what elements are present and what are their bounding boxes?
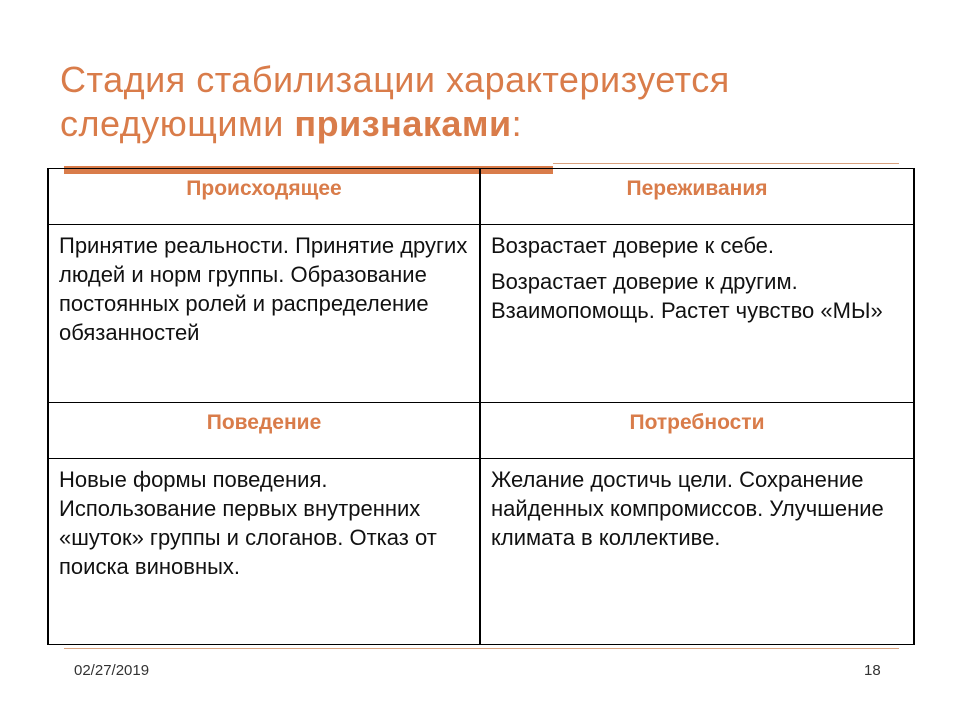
- cell-experiences-text-2: Возрастает доверие к другим. Взаимопомощь. Растет чувство «МЫ»: [491, 269, 883, 323]
- title-line-2: [60, 102, 920, 146]
- cell-happening: [48, 225, 480, 403]
- cell-happening-text: Принятие реальности. Принятие других людей и норм группы. Образование постоянных ролей и распределение обязанностей: [59, 233, 468, 345]
- cell-experiences-text-1: Возрастает доверие к себе.: [491, 233, 775, 258]
- table-header-row-bottom: [48, 403, 914, 459]
- characteristics-table: [47, 168, 915, 645]
- title-line-1: Стадия стабилизации характеризуется: [60, 59, 730, 100]
- header-experiences: Переживания: [480, 169, 914, 225]
- header-behavior: Поведение: [48, 403, 480, 459]
- table-row: [48, 459, 914, 645]
- title-line-2-bold: признаками: [294, 103, 512, 144]
- header-needs: Потребности: [480, 403, 914, 459]
- title-underline-thin: [553, 163, 899, 164]
- table-header-row-top: [48, 169, 914, 225]
- cell-behavior-text: Новые формы поведения. Использование первых внутренних «шуток» группы и слоганов. Отказ от поиска виновных.: [59, 467, 437, 579]
- footer-date: 02/27/2019: [74, 662, 150, 679]
- header-happening: Происходящее: [48, 169, 480, 225]
- title-line-2-regular: следующими: [60, 103, 295, 144]
- footer-page-number: 18: [864, 662, 881, 679]
- table-row: [48, 225, 914, 403]
- cell-needs-text: Желание достичь цели. Сохранение найденных компромиссов. Улучшение климата в коллективе.: [491, 467, 884, 550]
- cell-experiences: [480, 225, 914, 403]
- footer-divider: [64, 648, 899, 649]
- cell-behavior: [48, 459, 480, 645]
- slide-title: [60, 58, 920, 146]
- cell-needs: [480, 459, 914, 645]
- title-line-2-end: :: [511, 103, 523, 144]
